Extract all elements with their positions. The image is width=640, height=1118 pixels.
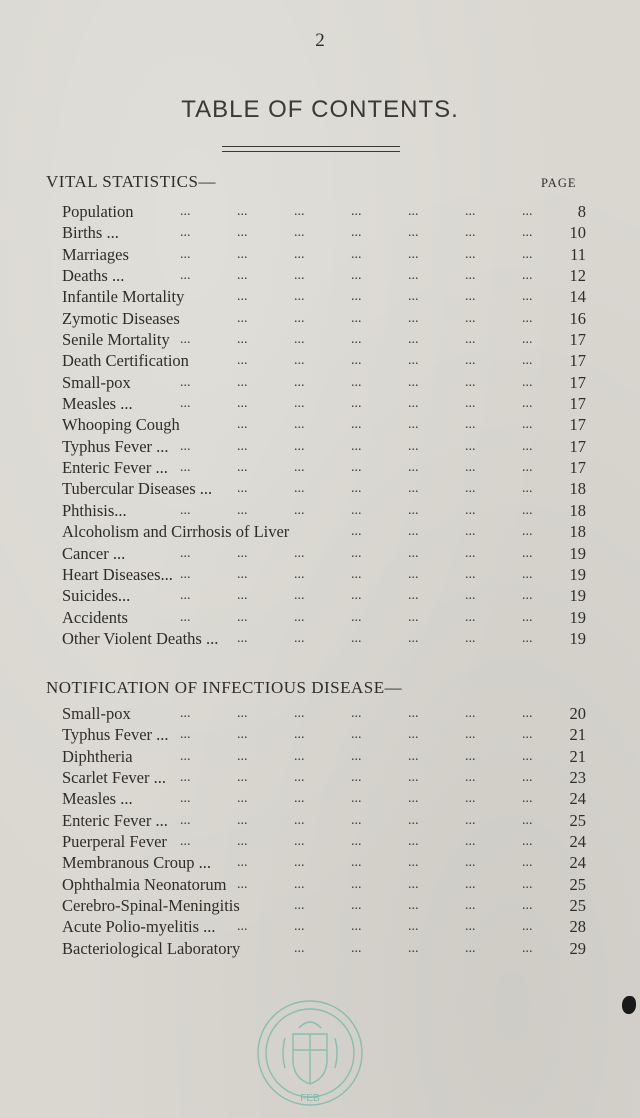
toc-leader-dots: ... ... ... ... ... ... (237, 417, 533, 433)
toc-entry (62, 703, 586, 724)
toc-entry (62, 286, 586, 307)
toc-leader-dots: ... ... ... ... ... ... (237, 630, 533, 646)
toc-entry (62, 521, 586, 542)
toc-entry (62, 938, 586, 959)
toc-entry-page: 16 (569, 308, 586, 328)
toc-entry (62, 244, 586, 265)
toc-entry (62, 895, 586, 916)
toc-entry (62, 372, 586, 393)
toc-leader-dots: ... ... ... ... ... ... ... (180, 268, 533, 284)
toc-entry-label: Enteric Fever ... (62, 810, 168, 830)
toc-leader-dots: ... ... ... ... ... ... ... (180, 791, 533, 807)
toc-entry-label: Deaths ... (62, 266, 125, 286)
toc-entry (62, 265, 586, 286)
toc-entry (62, 457, 586, 478)
toc-entry-label: Bacteriological Laboratory (62, 938, 241, 958)
toc-entry-page: 21 (569, 746, 586, 766)
toc-entry (62, 628, 586, 649)
toc-entry-page: 10 (569, 223, 586, 243)
toc-entry-page: 20 (569, 704, 586, 723)
toc-entry-label: Whooping Cough (62, 415, 180, 435)
toc-entry-label: Infantile Mortality (62, 287, 185, 307)
toc-entry (62, 874, 586, 895)
toc-entry-page: 23 (569, 768, 586, 788)
toc-list-vital-statistics (62, 201, 586, 649)
section-heading-vital-statistics: VITAL STATISTICS— (46, 172, 216, 191)
toc-entry-label: Senile Mortality (62, 330, 170, 350)
toc-entry-label: Enteric Fever ... (62, 458, 168, 478)
toc-entry (62, 543, 586, 564)
toc-entry-page: 8 (577, 202, 586, 221)
toc-entry-page: 28 (569, 917, 586, 937)
toc-entry (62, 810, 586, 831)
toc-entry-label: Births ... (62, 223, 119, 243)
toc-entry-label: Small-pox (62, 704, 131, 723)
toc-leader-dots: ... ... ... ... ... ... ... (180, 332, 533, 348)
toc-leader-dots: ... ... ... ... ... (294, 940, 533, 956)
toc-entry (62, 767, 586, 788)
toc-leader-dots: ... ... ... ... ... ... (237, 919, 533, 935)
toc-entry-label: Small-pox (62, 372, 131, 392)
toc-entry-label: Acute Polio-myelitis ... (62, 917, 216, 937)
toc-entry (62, 393, 586, 414)
toc-entry (62, 788, 586, 809)
toc-leader-dots: ... ... ... ... ... ... (237, 289, 533, 305)
toc-entry-label: Membranous Croup ... (62, 853, 211, 873)
toc-entry-page: 17 (569, 458, 586, 478)
toc-leader-dots: ... ... ... ... ... ... ... (180, 438, 533, 454)
toc-leader-dots: ... ... ... ... ... ... ... (180, 460, 533, 476)
toc-entry (62, 607, 586, 628)
toc-entry (62, 585, 586, 606)
toc-leader-dots: ... ... ... ... ... ... ... (180, 566, 533, 582)
toc-entry-label: Death Certification (62, 351, 189, 371)
toc-entry-page: 24 (569, 853, 586, 873)
toc-entry (62, 724, 586, 745)
toc-entry-page: 25 (569, 896, 586, 916)
toc-leader-dots: ... ... ... ... ... ... ... (180, 812, 533, 828)
toc-leader-dots: ... ... ... ... ... ... ... (180, 225, 533, 241)
toc-entry-page: 21 (569, 725, 586, 745)
toc-entry-label: Marriages (62, 244, 129, 264)
toc-entry-label: Cancer ... (62, 543, 126, 563)
toc-leader-dots: ... ... ... ... ... ... (237, 353, 533, 369)
toc-entry-page: 24 (569, 789, 586, 809)
toc-entry-label: Typhus Fever ... (62, 725, 169, 745)
toc-leader-dots: ... ... ... ... (351, 524, 533, 540)
toc-entry-page: 17 (569, 415, 586, 435)
toc-entry-page: 25 (569, 810, 586, 830)
toc-leader-dots: ... ... ... ... ... ... ... (180, 727, 533, 743)
toc-leader-dots: ... ... ... ... ... ... ... (180, 770, 533, 786)
toc-leader-dots: ... ... ... ... ... ... (237, 876, 533, 892)
toc-leader-dots: ... ... ... ... ... ... ... (180, 588, 533, 604)
library-stamp-seal (255, 998, 365, 1108)
toc-leader-dots: ... ... ... ... ... ... ... (180, 204, 533, 219)
ink-blot (622, 996, 636, 1014)
toc-leader-dots: ... ... ... ... ... ... ... (180, 396, 533, 412)
toc-entry-label: Scarlet Fever ... (62, 768, 167, 788)
toc-leader-dots: ... ... ... ... ... ... (237, 310, 533, 326)
toc-entry-page: 11 (570, 244, 586, 264)
toc-entry-label: Ophthalmia Neonatorum (62, 874, 227, 894)
toc-entry (62, 831, 586, 852)
toc-entry-page: 19 (569, 628, 586, 648)
toc-entry-label: Heart Diseases... (62, 564, 173, 584)
toc-leader-dots: ... ... ... ... ... ... ... (180, 545, 533, 561)
toc-entry (62, 201, 586, 222)
toc-entry-label: Phthisis... (62, 500, 127, 520)
toc-leader-dots: ... ... ... ... ... ... ... (180, 748, 533, 764)
toc-entry-page: 19 (569, 564, 586, 584)
toc-entry (62, 852, 586, 873)
toc-entry-label: Accidents (62, 607, 128, 627)
toc-entry-label: Suicides... (62, 586, 131, 606)
toc-entry-page: 17 (569, 436, 586, 456)
toc-entry-label: Puerperal Fever (62, 832, 167, 852)
toc-leader-dots: ... ... ... ... ... ... ... (180, 834, 533, 850)
toc-leader-dots: ... ... ... ... ... ... (237, 481, 533, 497)
toc-entry-label: Measles ... (62, 394, 133, 414)
toc-entry (62, 308, 586, 329)
toc-entry-page: 18 (569, 500, 586, 520)
toc-entry (62, 746, 586, 767)
toc-entry (62, 329, 586, 350)
toc-entry-page: 18 (569, 479, 586, 499)
toc-leader-dots: ... ... ... ... ... (294, 898, 533, 914)
toc-entry-label: Zymotic Diseases (62, 308, 180, 328)
toc-leader-dots: ... ... ... ... ... ... ... (180, 609, 533, 625)
page-title: TABLE OF CONTENTS. (181, 96, 459, 123)
section-heading-notification: NOTIFICATION OF INFECTIOUS DISEASE— (46, 678, 403, 697)
toc-leader-dots: ... ... ... ... ... ... ... (180, 706, 533, 721)
toc-entry-label: Measles ... (62, 789, 133, 809)
toc-entry-label: Population (62, 202, 134, 221)
toc-entry-page: 19 (569, 543, 586, 563)
title-rule-top (222, 146, 400, 147)
toc-list-notification (62, 703, 586, 959)
toc-entry (62, 222, 586, 243)
toc-entry-page: 19 (569, 607, 586, 627)
toc-entry-page: 12 (569, 266, 586, 286)
toc-entry-page: 25 (569, 874, 586, 894)
toc-entry-page: 17 (569, 351, 586, 371)
toc-entry (62, 478, 586, 499)
toc-entry-label: Diphtheria (62, 746, 133, 766)
toc-entry-page: 17 (569, 372, 586, 392)
page-number: 2 (315, 30, 325, 51)
toc-entry-label: Typhus Fever ... (62, 436, 169, 456)
toc-entry (62, 564, 586, 585)
stamp-date-text: FEB (300, 1093, 320, 1104)
toc-entry-label: Other Violent Deaths ... (62, 628, 219, 648)
toc-entry-page: 17 (569, 394, 586, 414)
toc-entry-page: 19 (569, 586, 586, 606)
toc-entry-label: Alcoholism and Cirrhosis of Liver (62, 522, 290, 542)
toc-leader-dots: ... ... ... ... ... ... ... (180, 374, 533, 390)
toc-entry-page: 17 (569, 330, 586, 350)
toc-entry-page: 18 (569, 522, 586, 542)
toc-entry (62, 350, 586, 371)
toc-leader-dots: ... ... ... ... ... ... ... (180, 502, 533, 518)
toc-entry-page: 14 (569, 287, 586, 307)
page-column-label: PAGE (541, 176, 577, 190)
toc-entry-label: Cerebro-Spinal-Meningitis (62, 896, 240, 916)
toc-entry-label: Tubercular Diseases ... (62, 479, 213, 499)
toc-entry (62, 414, 586, 435)
title-rule-bottom (222, 151, 400, 152)
toc-leader-dots: ... ... ... ... ... ... (237, 855, 533, 871)
toc-entry (62, 500, 586, 521)
toc-entry (62, 916, 586, 937)
toc-entry-page: 24 (569, 832, 586, 852)
toc-entry-page: 29 (569, 938, 586, 958)
toc-entry (62, 436, 586, 457)
toc-leader-dots: ... ... ... ... ... ... ... (180, 246, 533, 262)
